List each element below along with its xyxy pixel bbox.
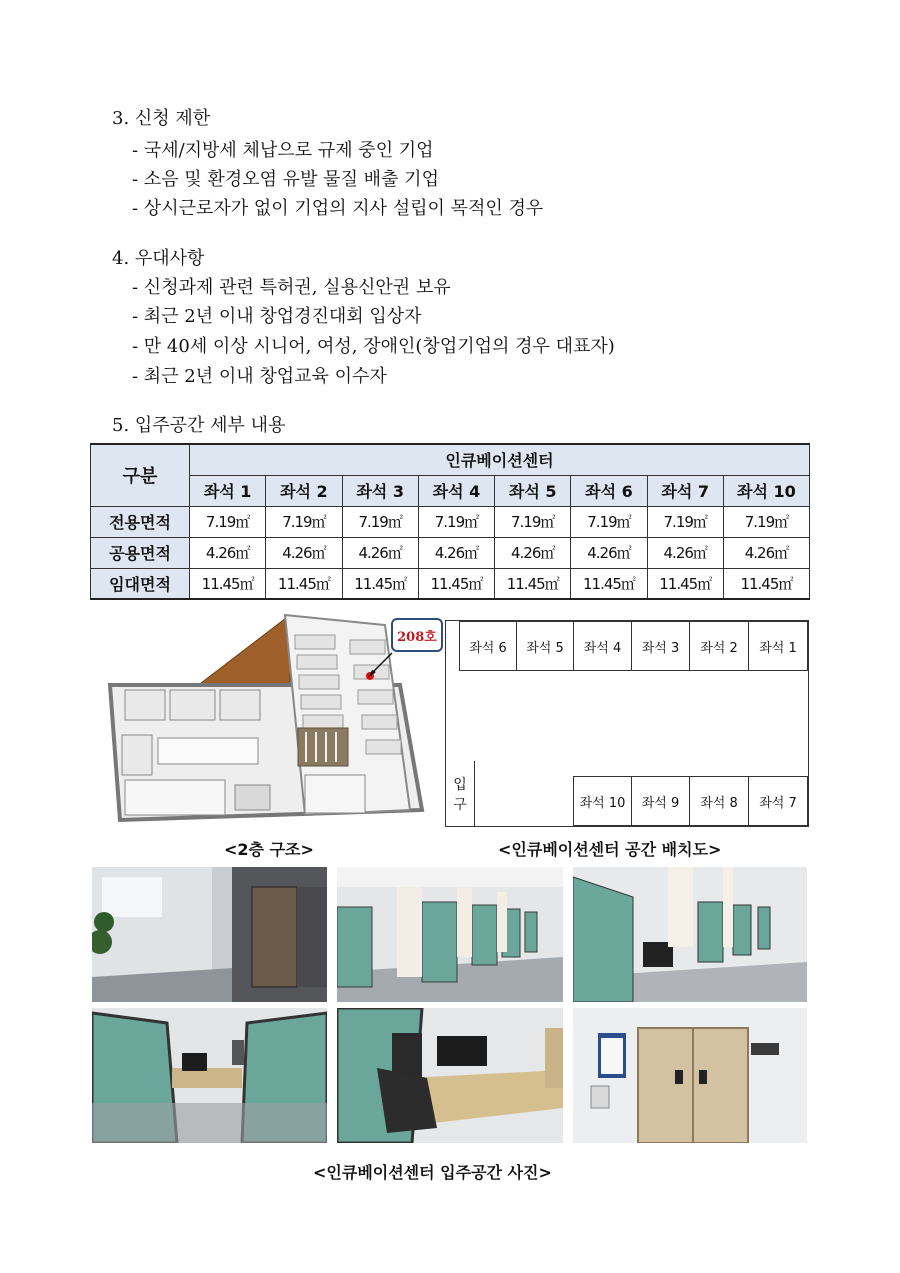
table-cell: 4.26㎡ bbox=[266, 537, 342, 568]
col-header: 좌석 2 bbox=[266, 475, 342, 506]
table-cell: 7.19㎡ bbox=[723, 506, 809, 537]
photo-cubicles-2 bbox=[573, 867, 807, 1002]
col-header: 좌석 4 bbox=[418, 475, 494, 506]
layout-caption: <인큐베이션센터 공간 배치도> bbox=[498, 840, 722, 859]
seat-5: 좌석 5 bbox=[516, 621, 574, 671]
photo-entrance-door bbox=[573, 1008, 807, 1143]
table-cell: 7.19㎡ bbox=[418, 506, 494, 537]
col-header: 좌석 5 bbox=[495, 475, 571, 506]
table-cell: 11.45㎡ bbox=[723, 568, 809, 599]
floor-plan-image bbox=[100, 610, 430, 825]
table-cell: 11.45㎡ bbox=[495, 568, 571, 599]
col-header: 좌석 10 bbox=[723, 475, 809, 506]
section-4-bullet-2: - 최근 2년 이내 창업경진대회 입상자 bbox=[132, 306, 422, 327]
table-cell: 11.45㎡ bbox=[647, 568, 723, 599]
photo-cubicles-1 bbox=[337, 867, 563, 1002]
col-header: 좌석 3 bbox=[342, 475, 418, 506]
table-cell: 11.45㎡ bbox=[418, 568, 494, 599]
section-3-bullet-2: - 소음 및 환경오염 유발 물질 배출 기업 bbox=[132, 169, 439, 190]
seat-2: 좌석 2 bbox=[689, 621, 749, 671]
table-cell: 4.26㎡ bbox=[723, 537, 809, 568]
table-cell: 7.19㎡ bbox=[190, 506, 266, 537]
table-cell: 7.19㎡ bbox=[495, 506, 571, 537]
seat-10: 좌석 10 bbox=[573, 776, 632, 826]
photos-caption: <인큐베이션센터 입주공간 사진> bbox=[313, 1163, 552, 1182]
entrance-label-bottom: 구 bbox=[453, 796, 467, 813]
seat-9: 좌석 9 bbox=[631, 776, 690, 826]
table-cell: 7.19㎡ bbox=[647, 506, 723, 537]
photo-desk-1 bbox=[92, 1008, 327, 1143]
table-cell: 7.19㎡ bbox=[342, 506, 418, 537]
section-3-bullet-1: - 국세/지방세 체납으로 규제 중인 기업 bbox=[132, 140, 434, 161]
col-header: 좌석 6 bbox=[571, 475, 647, 506]
col-header: 좌석 1 bbox=[190, 475, 266, 506]
section-4-bullet-4: - 최근 2년 이내 창업교육 이수자 bbox=[132, 366, 387, 387]
seat-3: 좌석 3 bbox=[631, 621, 690, 671]
table-cell: 4.26㎡ bbox=[495, 537, 571, 568]
entrance-label-top: 입 bbox=[453, 776, 467, 793]
table-cell: 4.26㎡ bbox=[342, 537, 418, 568]
seat-8: 좌석 8 bbox=[689, 776, 749, 826]
section-3-bullet-3: - 상시근로자가 없이 기업의 지사 설립이 목적인 경우 bbox=[132, 198, 544, 219]
entrance bbox=[446, 761, 475, 826]
seat-7: 좌석 7 bbox=[748, 776, 808, 826]
col-header: 좌석 7 bbox=[647, 475, 723, 506]
table-cell: 11.45㎡ bbox=[266, 568, 342, 599]
seat-6: 좌석 6 bbox=[459, 621, 517, 671]
space-spec-table bbox=[90, 443, 810, 600]
row-header: 전용면적 bbox=[91, 506, 190, 537]
table-group-header: 인큐베이션센터 bbox=[190, 444, 810, 475]
table-row bbox=[91, 506, 810, 537]
floor-plan-caption: <2층 구조> bbox=[224, 840, 314, 859]
section-4-bullet-1: - 신청과제 관련 특허권, 실용신안권 보유 bbox=[132, 277, 451, 298]
table-cell: 11.45㎡ bbox=[190, 568, 266, 599]
table-row bbox=[91, 537, 810, 568]
seat-1: 좌석 1 bbox=[748, 621, 808, 671]
section-5-title: 5. 입주공간 세부 내용 bbox=[112, 415, 286, 436]
table-cell: 4.26㎡ bbox=[418, 537, 494, 568]
seat-4: 좌석 4 bbox=[573, 621, 632, 671]
table-cell: 7.19㎡ bbox=[266, 506, 342, 537]
seat-layout-diagram bbox=[445, 620, 809, 827]
table-row bbox=[91, 568, 810, 599]
table-cell: 4.26㎡ bbox=[190, 537, 266, 568]
row-header: 임대면적 bbox=[91, 568, 190, 599]
photo-desk-2 bbox=[337, 1008, 563, 1143]
section-4-title: 4. 우대사항 bbox=[112, 248, 205, 269]
table-cell: 7.19㎡ bbox=[571, 506, 647, 537]
table-corner: 구분 bbox=[91, 444, 190, 506]
table-cell: 11.45㎡ bbox=[571, 568, 647, 599]
section-3-title: 3. 신청 제한 bbox=[112, 108, 211, 129]
room-callout: 208호 bbox=[391, 618, 443, 652]
section-4-bullet-3: - 만 40세 이상 시니어, 여성, 장애인(창업기업의 경우 대표자) bbox=[132, 336, 615, 357]
table-cell: 4.26㎡ bbox=[571, 537, 647, 568]
row-header: 공용면적 bbox=[91, 537, 190, 568]
photo-hallway bbox=[92, 867, 327, 1002]
table-cell: 11.45㎡ bbox=[342, 568, 418, 599]
table-cell: 4.26㎡ bbox=[647, 537, 723, 568]
